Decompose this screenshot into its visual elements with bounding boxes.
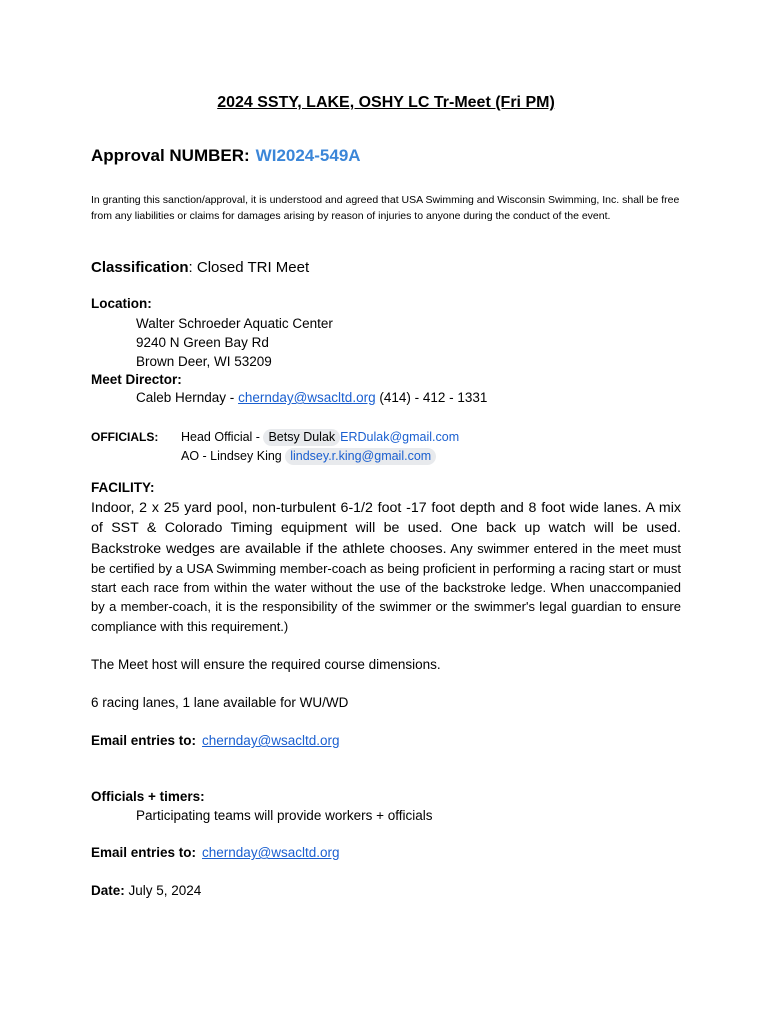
location-city: Brown Deer, WI 53209 xyxy=(136,354,272,369)
email-entries-link[interactable]: chernday@wsacltd.org xyxy=(202,733,340,748)
email-entries-label-2: Email entries to: xyxy=(91,845,197,860)
lanes-text: 6 racing lanes, 1 lane available for WU/WD xyxy=(91,695,349,710)
location-address xyxy=(136,314,333,371)
approval-number-line xyxy=(91,146,361,166)
officials-label: OFFICIALS: xyxy=(91,430,159,444)
classification-value: : Closed TRI Meet xyxy=(188,259,310,276)
meet-director-phone: (414) - 412 - 1331 xyxy=(375,390,488,405)
sanction-disclaimer: In granting this sanction/approval, it is understood and agreed that USA Swimming and Wisconsin Swimming, Inc. shall be free from any liabilities or claims for damages arising by reason of injuries to anyone during the conduct of the event. xyxy=(91,194,680,222)
email-entries-link-2[interactable]: chernday@wsacltd.org xyxy=(202,845,340,860)
host-course-text: The Meet host will ensure the required course dimensions. xyxy=(91,657,441,672)
head-official-name-chip[interactable]: Betsy Dulak xyxy=(263,429,340,446)
head-official-line xyxy=(181,428,459,447)
meet-director-email-link[interactable]: chernday@wsacltd.org xyxy=(238,390,376,405)
ao-official-prefix: AO - Lindsey King xyxy=(181,449,286,463)
facility-description xyxy=(91,498,681,636)
officials-timers-label-text: Officials + timers: xyxy=(91,789,205,804)
email-entries-label: Email entries to: xyxy=(91,733,197,748)
location-street: 9240 N Green Bay Rd xyxy=(136,335,269,350)
facility-label: FACILITY: xyxy=(91,480,155,495)
ao-official-email-chip[interactable]: lindsey.r.king@gmail.com xyxy=(285,448,436,465)
approval-number: WI2024-549A xyxy=(255,146,361,165)
date-value: July 5, 2024 xyxy=(124,883,202,898)
head-official-prefix: Head Official - xyxy=(181,430,264,444)
officials-list xyxy=(181,428,459,466)
classification-label: Classification xyxy=(91,259,189,276)
date-line xyxy=(91,883,201,898)
location-venue: Walter Schroeder Aquatic Center xyxy=(136,316,333,331)
email-entries-line-1 xyxy=(91,733,340,748)
date-label: Date: xyxy=(91,883,125,898)
officials-timers-label xyxy=(91,789,205,804)
location-label: Location: xyxy=(91,296,152,311)
head-official-email[interactable]: ERDulak@gmail.com xyxy=(340,430,460,444)
classification-line xyxy=(91,259,309,276)
officials-timers-text: Participating teams will provide workers + officials xyxy=(136,808,433,823)
ao-official-line xyxy=(181,447,459,466)
meet-director-name: Caleb Hernday - xyxy=(136,390,239,405)
document-title: 2024 SSTY, LAKE, OSHY LC Tr-Meet (Fri PM) xyxy=(217,94,555,111)
meet-director-label: Meet Director: xyxy=(91,372,182,387)
facility-text-certification: Any swimmer entered in the meet must be certified by a USA Swimming member-coach as being proficient in performing a racing start or must start each race from within the water without the use of the backstroke ledge. When unaccompanied by a member-coach, it is the responsibility of the swimmer or the swimmer's legal guardian to ensure compliance with this requirement.) xyxy=(91,540,682,634)
approval-label: Approval NUMBER: xyxy=(91,146,250,165)
meet-director-line xyxy=(136,390,487,405)
email-entries-line-2 xyxy=(91,845,340,860)
facility-text-pool: Indoor, 2 x 25 yard pool, non-turbulent 6-1/2 foot -17 foot depth and 8 foot wide lanes. A mix of SST & Colorado Timing equipment will be used. One back up watch will be used. Backstroke wedges are available if the athlete chooses. xyxy=(91,500,681,557)
